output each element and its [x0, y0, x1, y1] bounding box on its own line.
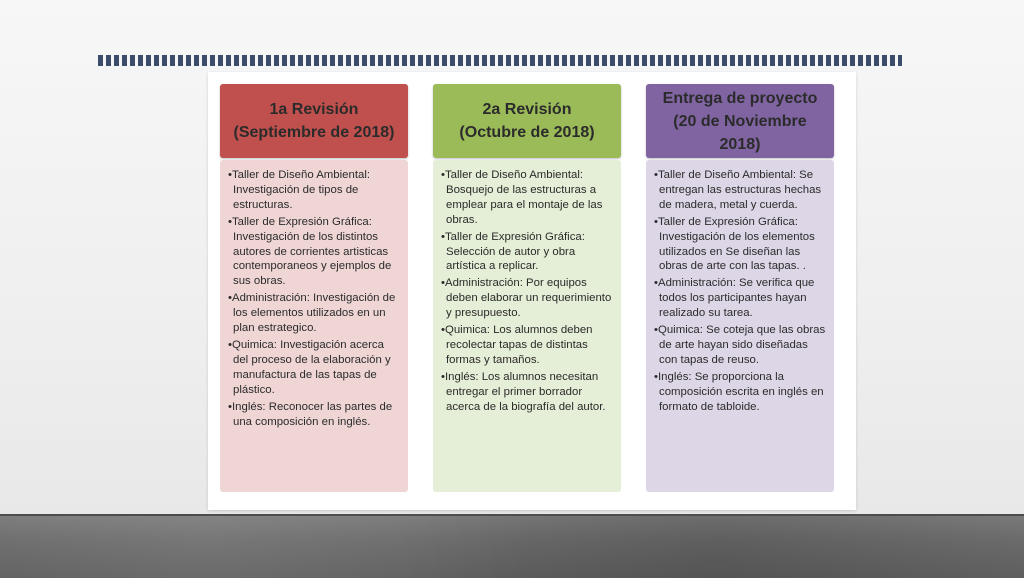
- timeline-board: [208, 72, 856, 510]
- list-item: •Quimica: Investigación acerca del proceso de la elaboración y manufactura de las tapas de plástico.: [228, 338, 391, 396]
- list-item: •Taller de Diseño Ambiental: Se entregan las estructuras hechas de madera, metal y cuerda.: [654, 169, 822, 211]
- column-body-first-review: [220, 160, 408, 492]
- column-header-project-delivery: [646, 84, 834, 158]
- list-item: •Inglés: Los alumnos necesitan entregar el primer borrador acerca de la biografía del autor.: [441, 370, 606, 413]
- column-date: (Septiembre de 2018): [233, 124, 395, 141]
- column-second-review: [433, 84, 621, 492]
- column-body-second-review: [433, 160, 621, 492]
- list-item: •Taller de Expresión Gráfica: Selección de autor y obra artística a replicar.: [441, 230, 585, 273]
- column-body-project-delivery: [646, 160, 834, 492]
- column-header-second-review: [433, 84, 621, 158]
- list-item: •Taller de Expresión Gráfica: Investigación de los distintos autores de corrientes artisticas contemporaneos y ejemplos de sus obras.: [228, 215, 392, 288]
- column-project-delivery: [646, 84, 834, 492]
- list-item: •Taller de Expresión Gráfica: Investigación de los elementos utilizados en Se diseñan las obras de arte con las tapas. .: [654, 215, 815, 273]
- list-item: •Administración: Se verifica que todos los participantes hayan realizado su tarea.: [654, 277, 815, 320]
- list-item: •Taller de Diseño Ambiental: Bosquejo de las estructuras a emplear para el montaje de las obras.: [441, 169, 603, 226]
- column-date: (Octubre de 2018): [459, 124, 595, 141]
- floor-background: [0, 514, 1024, 578]
- column-date-year: 2018): [719, 135, 761, 153]
- column-title: Entrega de proyecto: [662, 89, 818, 107]
- list-item: •Taller de Diseño Ambiental: Investigación de tipos de estructuras.: [228, 169, 371, 211]
- list-item: •Quimica: Se coteja que las obras de arte hayan sido diseñadas con tapas de reuso.: [654, 324, 826, 366]
- decorative-stripe-bar: [98, 55, 902, 66]
- list-item: •Quimica: Los alumnos deben recolectar tapas de distintas formas y tamaños.: [441, 324, 593, 366]
- list-item: •Inglés: Se proporciona la composición escrita en inglés en formato de tabloide.: [654, 370, 824, 413]
- list-item: •Inglés: Reconocer las partes de una composición en inglés.: [228, 400, 393, 428]
- column-header-first-review: [220, 84, 408, 158]
- column-date: (20 de Noviembre: [673, 112, 807, 130]
- column-title: 2a Revisión: [482, 101, 572, 118]
- list-item: •Administración: Por equipos deben elaborar un requerimiento y presupuesto.: [441, 277, 612, 320]
- column-title: 1a Revisión: [269, 101, 359, 118]
- column-first-review: [220, 84, 408, 492]
- list-item: •Administración: Investigación de los elementos utilizados en un plan estrategico.: [228, 292, 396, 335]
